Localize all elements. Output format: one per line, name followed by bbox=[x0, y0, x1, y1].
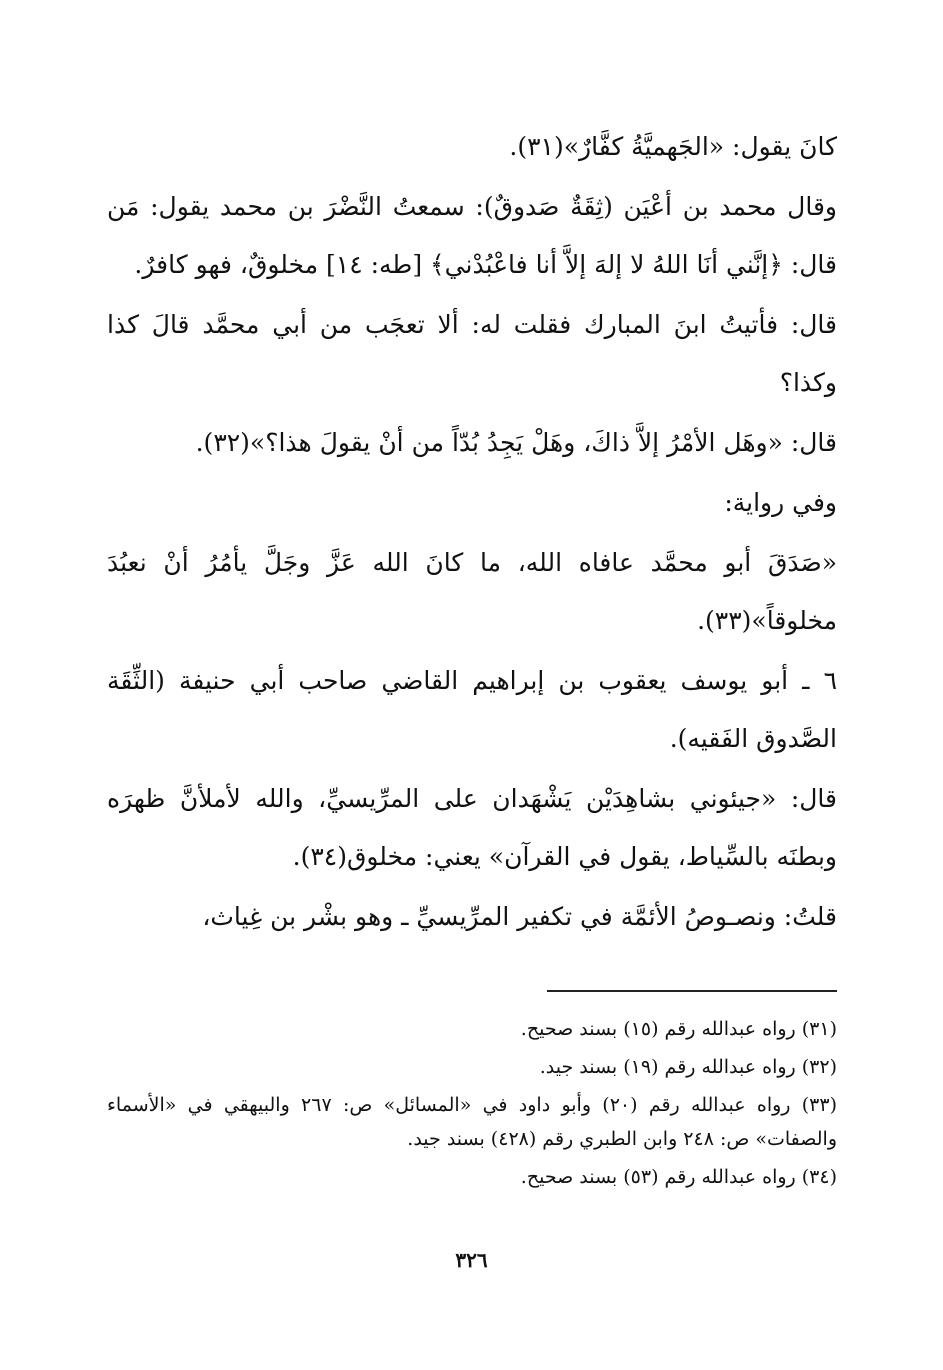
paragraph: «صَدَقَ أبو محمَّد عافاه الله، ما كانَ الله عَزَّ وجَلَّ يأمُرُ أنْ نعبُدَ مخلوقاً»(٣٣). bbox=[107, 548, 837, 635]
paragraph: قال: «جيئوني بشاهِدَيْن يَشْهَدان على المرِّيسيِّ، والله لأملأنَّ ظهرَه وبطنَه بالسِّياط، يقول في القرآن» يعني: مخلوق(٣٤). bbox=[107, 784, 837, 871]
footnote-divider bbox=[547, 990, 837, 992]
paragraph: وقال محمد بن أعْيَن (ثِقَةٌ صَدوقٌ): سمعتُ النَّضْرَ بن محمد يقول: مَن قال: ﴿إنَّني أنَا اللهُ لا إلهَ إلاَّ أنا فاعْبُدْني﴾ [طه: ١٤] مخلوقٌ، فهو كافرٌ. bbox=[107, 192, 837, 279]
footnote: (٣١) رواه عبدالله رقم (١٥) بسند صحيح. bbox=[520, 1018, 837, 1040]
footnote: (٣٣) رواه عبدالله رقم (٢٠) وأبو داود في «المسائل» ص: ٢٦٧ والبيهقي في «الأسماء والصفات» ص: ٢٤٨ وابن الطبري رقم (٤٢٨) بسند جيد. bbox=[107, 1094, 838, 1150]
paragraph: قال: فأتيتُ ابنَ المبارك فقلت له: ألا تعجَب من أبي محمَّد قالَ كذا وكذا؟ bbox=[107, 310, 837, 397]
paragraph: قلتُ: ونصـوصُ الأئمَّة في تكفير المرِّيسيِّ ـ وهو بشْر بن غِياث، bbox=[202, 902, 837, 931]
footnotes bbox=[107, 1012, 837, 1198]
main-text bbox=[107, 118, 837, 948]
footnote: (٣٢) رواه عبدالله رقم (١٩) بسند جيد. bbox=[539, 1056, 837, 1078]
footnote: (٣٤) رواه عبدالله رقم (٥٣) بسند صحيح. bbox=[520, 1166, 837, 1188]
paragraph: قال: «وهَل الأمْرُ إلاَّ ذاكَ، وهَلْ يَجِدُ بُدّاً من أنْ يقولَ هذا؟»(٣٢). bbox=[195, 428, 837, 457]
paragraph: ٦ ـ أبو يوسف يعقوب بن إبراهيم القاضي صاحب أبي حنيفة (الثِّقَة الصَّدوق الفَقيه). bbox=[107, 666, 837, 753]
page-number: ٣٢٦ bbox=[455, 1248, 488, 1272]
paragraph: كانَ يقول: «الجَهميَّةُ كفَّارٌ»(٣١). bbox=[509, 132, 837, 161]
paragraph: وفي رواية: bbox=[724, 488, 837, 517]
